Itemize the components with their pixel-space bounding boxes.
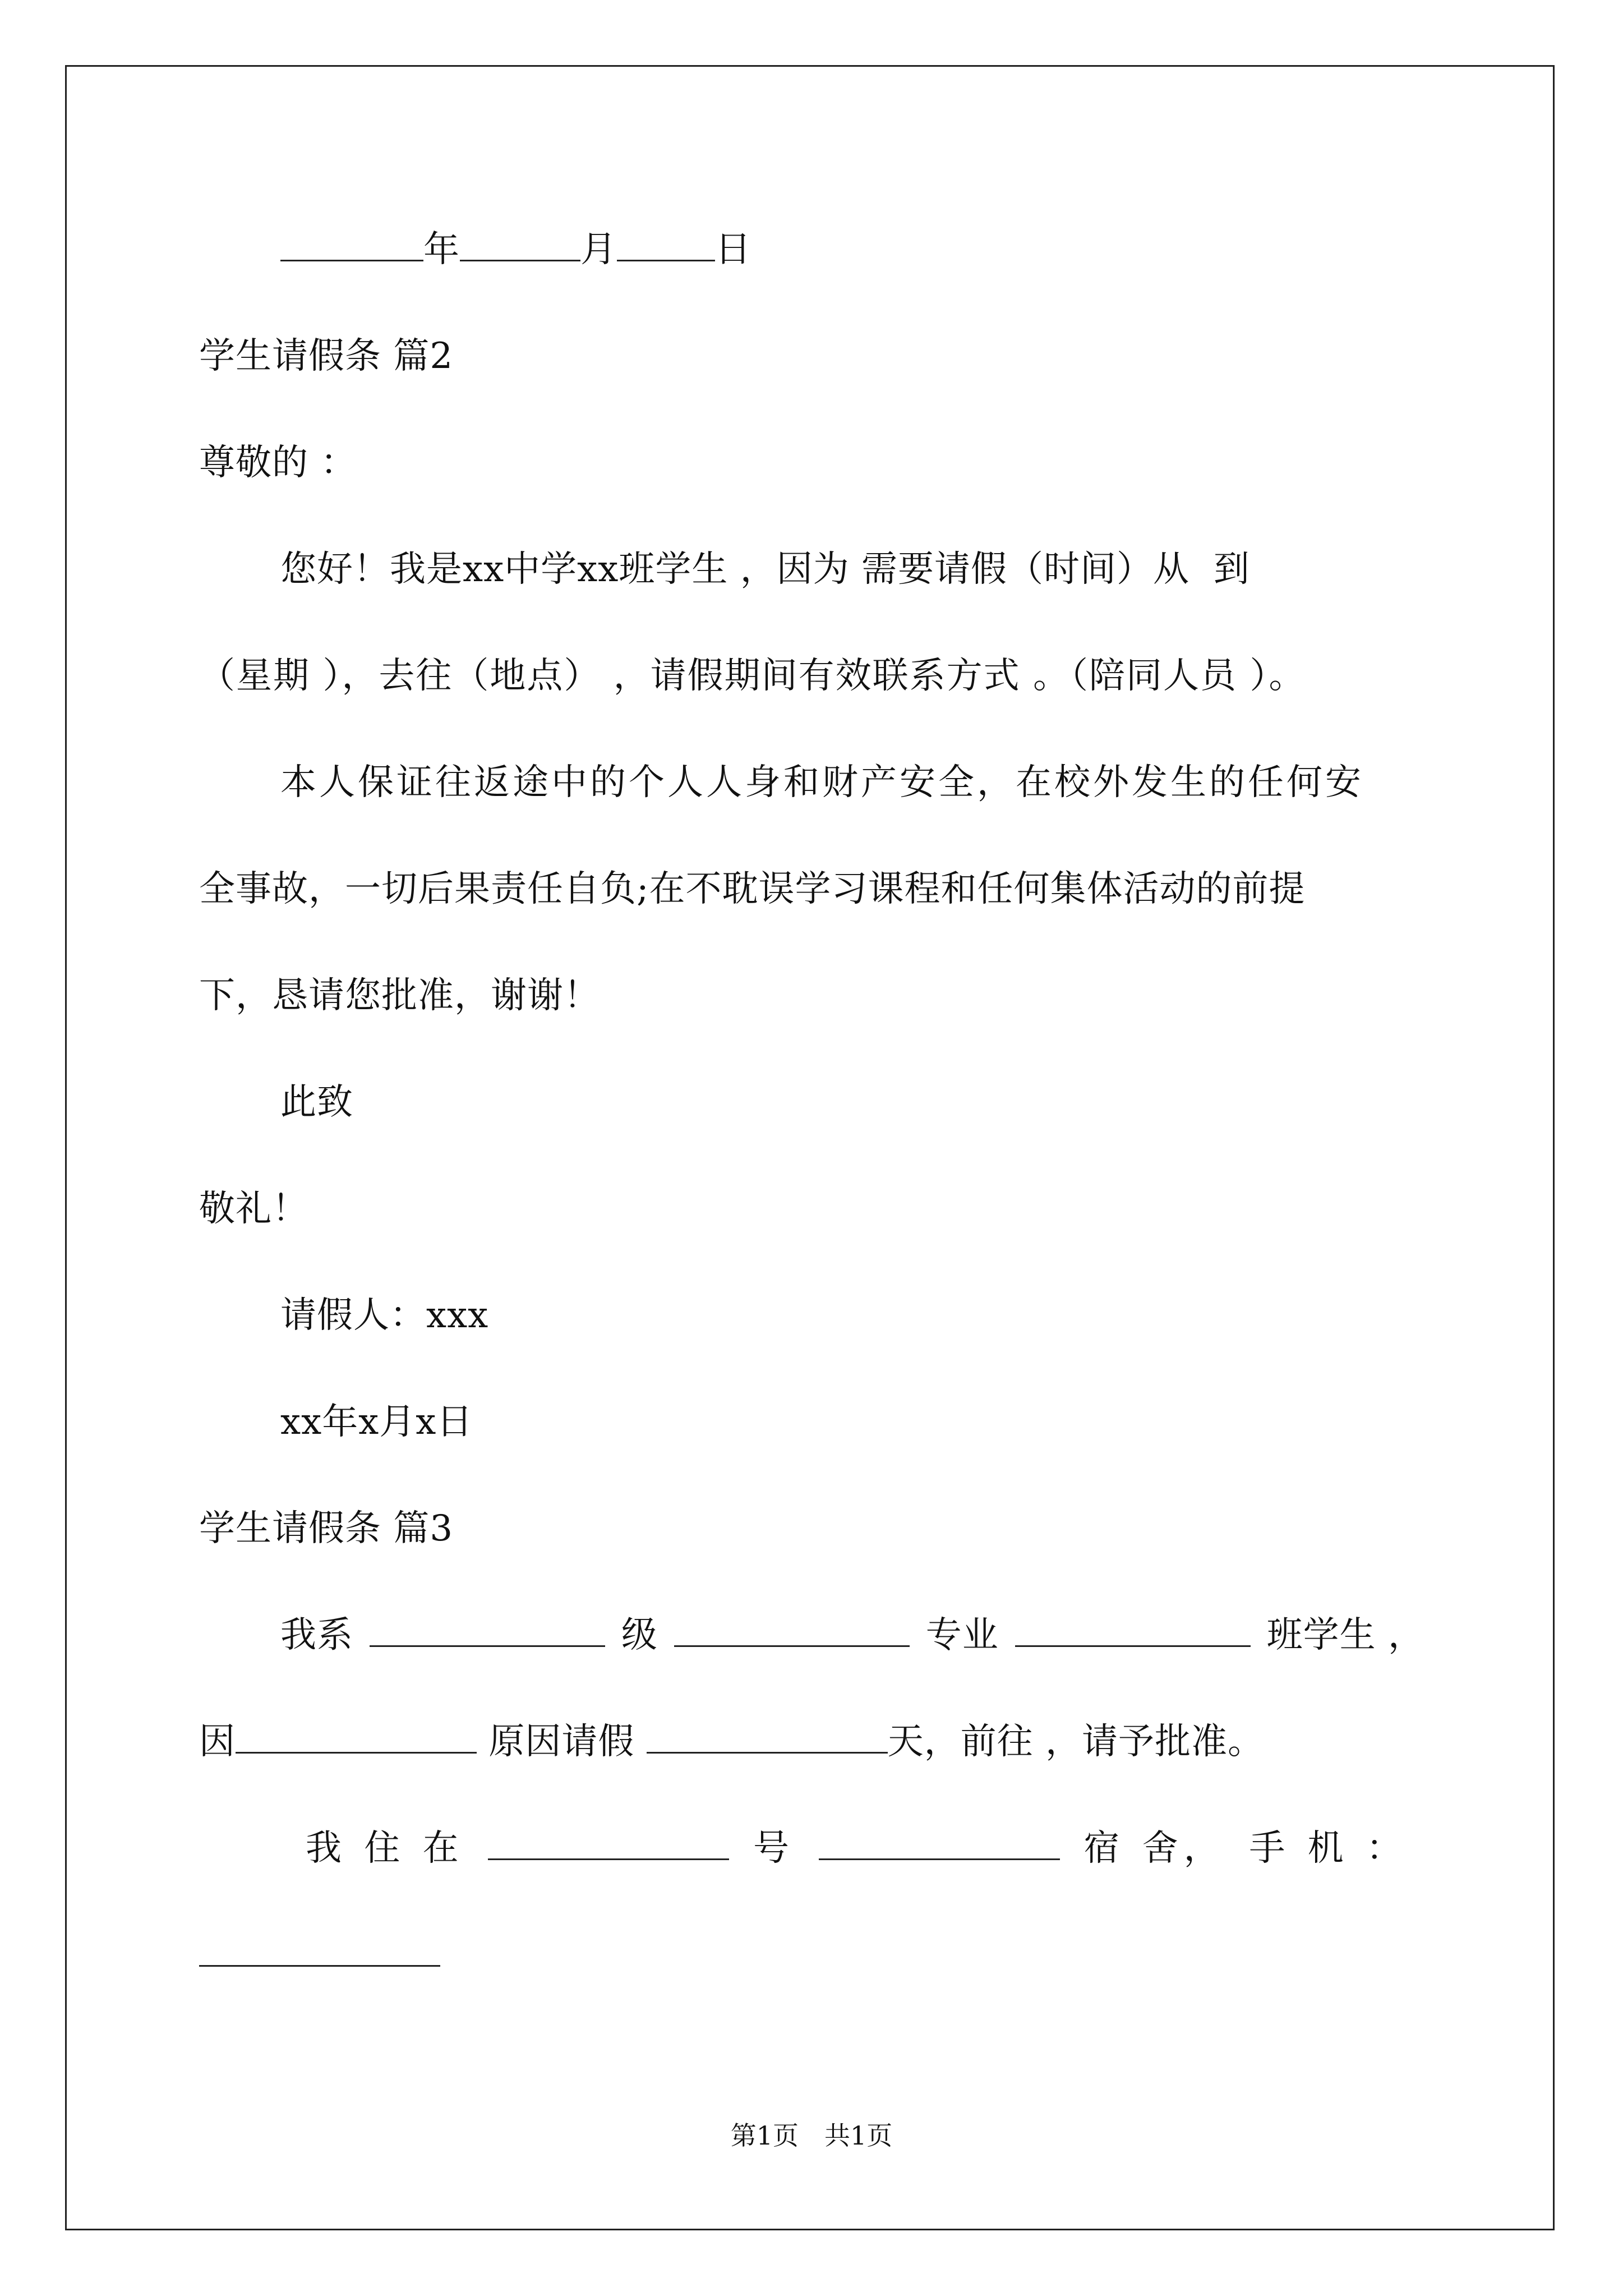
grade-label: 级: [621, 1614, 658, 1656]
building-blank: [488, 1826, 729, 1860]
reason-label: 原因请假: [488, 1721, 635, 1763]
reason-blank: [236, 1719, 477, 1754]
major-label: 专业: [925, 1614, 999, 1656]
month-label: 月: [580, 229, 617, 270]
page-border: [65, 65, 1555, 2230]
reason-prefix: 因: [199, 1721, 236, 1763]
class-label: 班学生 ，: [1266, 1614, 1424, 1656]
closing-jingli: 敬礼！: [199, 1188, 308, 1230]
dept-blank: [370, 1613, 605, 1647]
day-blank: [617, 227, 715, 261]
date-fill-line: [280, 227, 751, 272]
phone-line: [199, 1932, 440, 1977]
page-footer: 第1页 共1页: [730, 2120, 893, 2151]
major-blank: [1015, 1613, 1251, 1647]
closing-cizhi: 此致: [280, 1082, 353, 1123]
phone-label: 手 机 ：: [1249, 1828, 1408, 1869]
days-blank: [647, 1719, 888, 1754]
paragraph-2-line-1: 本人保证往返途中的个人人身和财产安全，在校外发生的任何安: [280, 762, 1364, 803]
form-line-2: [199, 1719, 1264, 1764]
day-label: 日: [715, 229, 751, 270]
year-blank: [280, 227, 423, 261]
residence-label: 我 住 在: [306, 1828, 464, 1869]
number-label: 号: [753, 1828, 795, 1869]
grade-blank: [674, 1613, 910, 1647]
paragraph-2-line-3: 下，恳请您批准，谢谢！: [199, 975, 600, 1016]
signer: 请假人：xxx: [280, 1295, 489, 1336]
paragraph-1-line-1: 您好！我是xx中学xx班学生 ，因为 需要请假（时间）从 到: [280, 549, 1250, 590]
section-3-heading: 学生请假条 篇3: [199, 1508, 454, 1549]
dorm-label: 宿 舍，: [1083, 1828, 1225, 1869]
phone-blank: [199, 1932, 440, 1967]
salutation: 尊敬的 ：: [199, 442, 357, 484]
paragraph-2-line-2: 全事故，一切后果责任自负;在不耽误学习课程和任何集体活动的前提: [199, 868, 1306, 910]
dorm-blank: [819, 1826, 1060, 1860]
month-blank: [460, 227, 580, 261]
dept-label: 我系: [280, 1614, 353, 1656]
sign-date: xx年x月x日: [280, 1401, 473, 1443]
section-2-heading: 学生请假条 篇2: [199, 335, 454, 377]
days-label: 天，前往 ，请予批准。: [887, 1721, 1265, 1763]
year-label: 年: [423, 229, 460, 270]
paragraph-1-line-2: （星期 ），去往（地点） ，请假期间有效联系方式 。（陪同人员 ）。: [199, 655, 1306, 697]
form-line-1: [280, 1613, 1424, 1658]
form-line-3: [306, 1826, 1408, 1871]
